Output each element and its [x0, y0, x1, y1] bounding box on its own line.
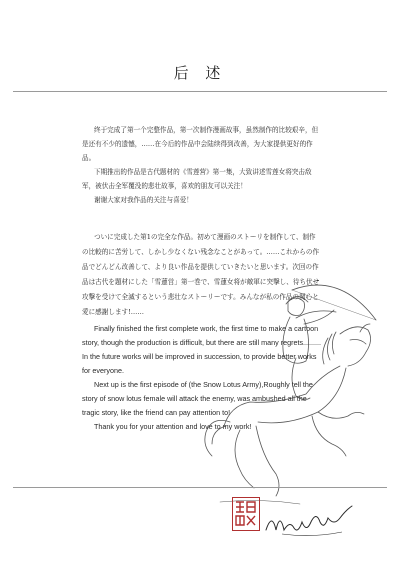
seal-glyphs-icon	[233, 498, 258, 529]
page-title: 后 述	[173, 64, 227, 82]
chinese-paragraph-2: 下期推出的作品是古代题材的《雪莲营》第一集，大致讲述雪莲女将突击敌军，被伏击全军覆没的悲壮故事，喜欢的朋友可以关注！	[82, 168, 312, 190]
english-paragraph-2: Next up is the first episode of (the Snow Lotus Army),Roughly tell the story of snow lotus female will attack the enemy, was ambushed all the tragic story, like the friend can pay attention to!	[82, 380, 313, 417]
chinese-text-block	[82, 123, 322, 207]
artist-signature	[262, 500, 362, 540]
english-paragraph-3: Thank you for your attention and love to my work!	[94, 422, 252, 431]
bottom-divider	[13, 487, 387, 488]
english-paragraph-1: Finally finished the first complete work, the first time to make a cartoon story, though the production is difficult, but there are still many regrets......... In the future works will be improved in succession, to provide better works for everyone.	[82, 324, 322, 375]
horse-rider-sketch	[200, 262, 400, 522]
chinese-paragraph-3: 谢谢大家对我作品的关注与喜爱！	[94, 196, 193, 204]
top-divider	[13, 91, 387, 92]
artist-seal	[232, 497, 260, 531]
chinese-paragraph-1: 终于完成了第一个完整作品，第一次制作漫画故事，虽然制作的比较艰辛，但是还有不少的遗憾，……在今后的作品中会陆续得到改善，为大家提供更好的作品。	[82, 126, 319, 162]
japanese-paragraph-1: ついに完成した第1の完全な作品。初めて漫画のストーリを制作して、制作の比較的に苦労して、しかし少なくない残念なことがあって。……これからの作品でどんどん改善して、より良い作品を提供していきたいと思います。次回の作品は古代を題材にした「雪蓮営」第一巻で、雪蓮女将が敵軍に突撃し、待ち伏せ攻撃を受けて全滅するという悲壮なストーリーです。みんなが私の作品の関心と愛に感謝します!……	[82, 233, 320, 316]
